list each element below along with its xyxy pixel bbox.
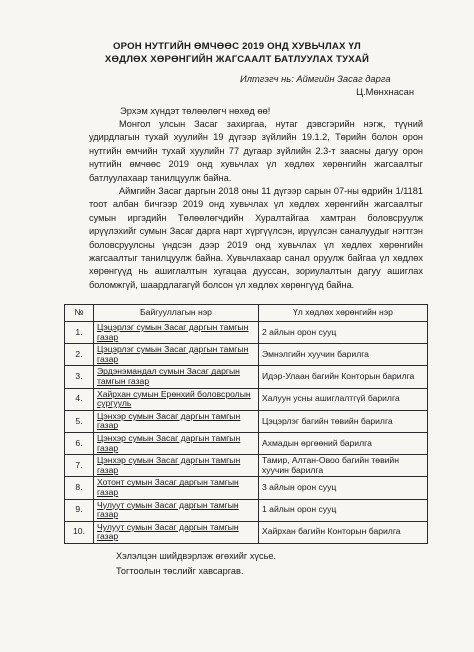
table-row	[65, 432, 428, 454]
presenter-block	[240, 72, 420, 98]
row-asset: Идэр-Улаан багийн Конторын барилга	[259, 366, 428, 388]
closing-block	[116, 549, 276, 579]
row-asset: 2 айлын орон сууц	[259, 322, 428, 344]
row-number: 5.	[65, 410, 94, 432]
table-row	[65, 477, 428, 499]
row-asset: 1 айлын орон сууц	[259, 499, 428, 521]
row-number: 2.	[65, 344, 94, 366]
title-line-2: ХӨДЛӨХ ХӨРӨНГИЙН ЖАГСААЛТ БАТЛУУЛАХ ТУХАЙ	[104, 54, 370, 65]
table-row	[65, 410, 428, 432]
row-number: 9.	[65, 499, 94, 521]
row-number: 7.	[65, 455, 94, 477]
table-row	[65, 344, 428, 366]
asset-table	[64, 304, 428, 544]
row-organization: Цэнхэр сумын Засаг даргын тамгын газар	[94, 455, 259, 477]
table-row	[65, 521, 428, 543]
row-asset: Эмнэлгийн хуучин барилга	[259, 344, 428, 366]
header-organization: Байгууллагын нэр	[94, 305, 259, 322]
closing-request: Хэлэлцэн шийдвэрлэж өгөхийг хүсье.	[116, 551, 277, 561]
greeting: Эрхэм хүндэт төлөөлөгч нөхөд өө!	[120, 105, 271, 116]
header-number: №	[65, 305, 94, 322]
row-number: 10.	[65, 521, 94, 543]
table-row	[65, 388, 428, 410]
body-text	[89, 118, 423, 292]
row-asset: Тамир, Алтан-Овоо багийн төвийн хуучин барилга	[259, 455, 428, 477]
row-organization: Цэцэрлэг сумын Засаг даргын тамгын газар	[94, 344, 259, 366]
row-organization: Эрдэнэмандал сумын Засаг даргын тамгын газар	[94, 366, 259, 388]
row-asset: Цэцэрлэг багийн төвийн барилга	[259, 410, 428, 432]
table-header-row	[65, 305, 428, 322]
row-organization: Цэнхэр сумын Засаг даргын тамгын газар	[94, 432, 259, 454]
row-number: 6.	[65, 432, 94, 454]
table-row	[65, 455, 428, 477]
table-row	[65, 499, 428, 521]
row-number: 4.	[65, 388, 94, 410]
document-title	[60, 40, 414, 66]
table-row	[65, 366, 428, 388]
row-asset: Ахмадын өргөөний барилга	[259, 432, 428, 454]
row-organization: Цэцэрлэг сумын Засаг даргын тамгын газар	[94, 322, 259, 344]
row-number: 8.	[65, 477, 94, 499]
row-number: 3.	[65, 366, 94, 388]
row-organization: Хайрхан сумын Ерөнхий боловсролын сургууль	[94, 388, 259, 410]
row-organization: Хотонт сумын Засаг даргын тамгын газар	[94, 477, 259, 499]
row-asset: Халуун усны ашиглалтгүй барилга	[259, 388, 428, 410]
row-organization: Цэнхэр сумын Засаг даргын тамгын газар	[94, 410, 259, 432]
row-organization: Чулуут сумын Засаг даргын тамгын газар	[94, 499, 259, 521]
header-asset: Үл хөдлөх хөрөнгийн нэр	[259, 305, 428, 322]
row-asset: Хайрхан багийн Конторын барилга	[259, 521, 428, 543]
paragraph-1: Монгол улсын Засаг захиргаа, нутаг дэвсгэрийн нэгж, түүний удирдлагын тухай хуулийн 19 дүгээр зүйлийн 19.1.2, Төрийн болон орон нутгийн өмчийн тухай хуулийн 77 дугаар зүйлийн 2.3-т заасны дагуу орон нутгийн өмчөөс 2019 онд хувьчлах үл хөдлөх хөрөнгийн жагсаалтыг батлуулахаар танилцуулж байна.	[89, 119, 423, 183]
title-line-1: ОРОН НУТГИЙН ӨМЧӨӨС 2019 ОНД ХУВЬЧЛАХ ҮЛ	[113, 41, 361, 52]
presenter-title: Илтгэгч нь: Аймгийн Засаг дарга	[240, 73, 391, 84]
table-row	[65, 322, 428, 344]
row-organization: Чулуут сумын Засаг даргын тамгын газар	[94, 521, 259, 543]
closing-attachment-note: Тогтоолын төслийг хавсаргав.	[116, 566, 244, 576]
row-number: 1.	[65, 322, 94, 344]
presenter-name: Ц.Мөнхнасан	[356, 86, 414, 97]
row-asset: 3 айлын орон сууц	[259, 477, 428, 499]
paragraph-2: Аймгийн Засаг даргын 2018 оны 11 дүгээр сарын 07-ны өдрийн 1/1181 тоот албан бичгээр 2019 онд хувьчлах үл хөдлөх хөрөнгийн жагсаалтыг сумын иргэдийн Төлөөлөгчдийн Хуралтайгаа хамтран боловсруулж ирүүлэхийг сумын Засаг дарга нарт хүргүүлсэн, ирүүлсэн саналуудыг нэгтгэн боловсруулсны үндсэн дээр 2019 онд хувьчлах үл хөдлөх хөрөнгийн жагсаалтыг танилцуулж байна. Хувьчлахаар санал оруулж байгаа үл хөдлөх хөрөнгүүд нь ашиглалтын хугацаа дууссан, зориулалтын дагуу ашиглах боломжгүй, шаардлагагүй болсон үл хөдлөх хөрөнгүүд байна.	[89, 186, 423, 290]
